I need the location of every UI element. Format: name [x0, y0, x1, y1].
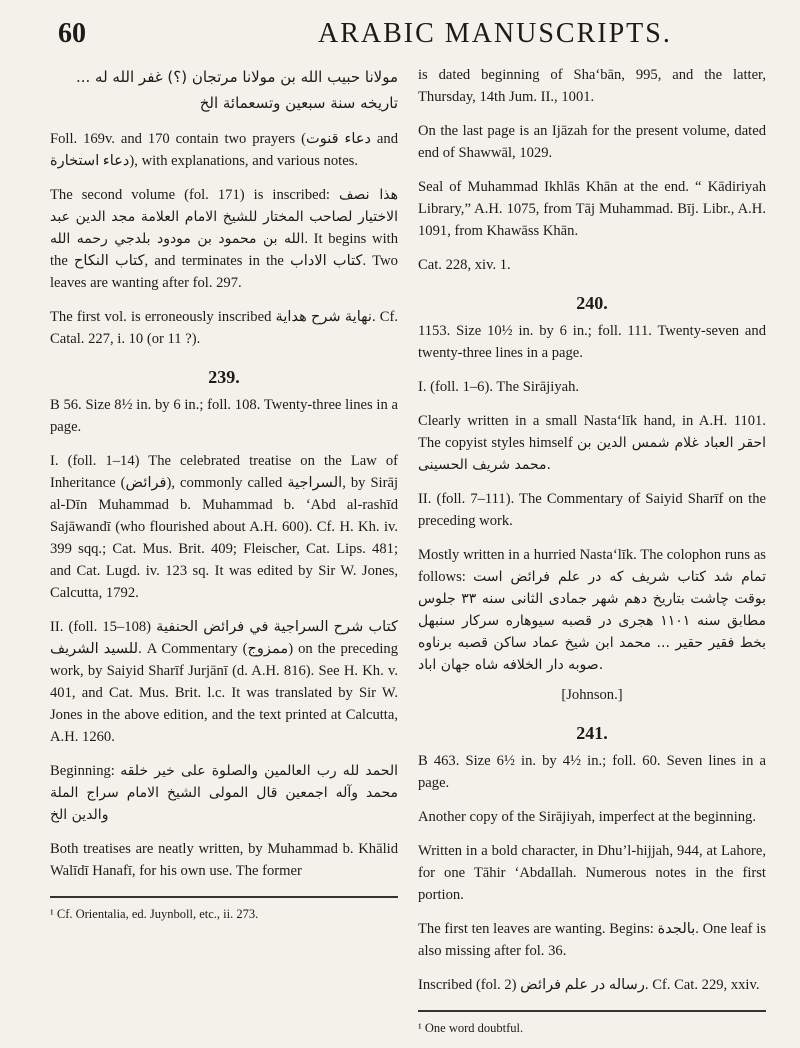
paragraph-b463: B 463. Size 6½ in. by 4½ in.; foll. 60. Seven lines in a page. — [418, 753, 766, 791]
paragraph-first-volume: The first vol. is erroneously inscribed نهاية شرح هداية. Cf. Catal. 227, i. 10 (or 11 ?). — [50, 309, 398, 347]
paragraph-1153: 1153. Size 10½ in. by 6 in.; foll. 111. Twenty-seven and twenty-three lines in a page. — [418, 323, 766, 361]
footnote-divider — [50, 896, 398, 898]
colophon-lead: Mostly written in a hurried Nasta‘līk. The colophon runs as follows: — [418, 547, 766, 585]
paragraph-copyist — [418, 410, 766, 476]
copyist-lead: Clearly written in a small Nasta‘līk hand, in A.H. 1101. The copyist styles himself — [418, 413, 766, 451]
entry-number-240: 240. — [576, 293, 608, 313]
paragraph-commentary: II. (foll. 15–108) كتاب شرح السراجية في فرائض الحنفية للسيد الشريف. A Commentary (ممزوج) on the preceding work, by Saiyid Sharīf Jurjānī (d. A.H. 816). See H. Kh. v. 401, and Cat. Mus. Brit. l.c. It was translated by Sir W. Jones in the above edition, and the text printed at Calcutta, A.H. 1260. — [50, 619, 398, 745]
arabic-inscription: هذا نصف الاختيار لصاحب المختار للشيخ الامام العلامة مجد الدين عبد الله بن محمود بن مودود بلدجي رحمه الله — [50, 187, 398, 247]
paragraph-second-volume — [50, 184, 398, 294]
entry-number-239: 239. — [208, 367, 240, 387]
paragraph-seal: Seal of Muhammad Ikhlās Khān at the end. “ Kādiriyah Library,” A.H. 1075, from Tāj Muhammad. Bīj. Libr., A.H. 1091, from Khawāss Khān. — [418, 179, 766, 239]
page-number: 60 — [58, 18, 86, 49]
paragraph-commentary-sharif: II. (foll. 7–111). The Commentary of Saiyid Sharīf on the preceding work. — [418, 491, 766, 529]
paragraph-sirajiyah: I. (foll. 1–6). The Sirājiyah. — [418, 379, 580, 395]
paragraph-both-treatises: Both treatises are neatly written, by Muhammad b. Khālid Walīdī Hanafī, for his own use. The former — [50, 841, 398, 879]
footnote-divider-right — [418, 1010, 766, 1012]
footnote-left: ¹ Cf. Orientalia, ed. Juynboll, etc., ii. 273. — [50, 907, 259, 921]
paragraph-inscribed: Inscribed (fol. 2) رساله در علم فرائض. Cf. Cat. 229, xxiv. — [418, 977, 760, 993]
paragraph-written-bold: Written in a bold character, in Dhu’l-hijjah, 944, at Lahore, for one Tāhir ‘Abdallah. Numerous notes in the first portion. — [418, 843, 766, 903]
paragraph-dated: is dated beginning of Sha‘bān, 995, and the latter, Thursday, 14th Jum. II., 1001. — [418, 67, 766, 105]
entry-number-241: 241. — [576, 723, 608, 743]
paragraph-ijazah: On the last page is an Ijāzah for the present volume, dated end of Shawwāl, 1029. — [418, 123, 766, 161]
page-header — [0, 18, 800, 58]
arabic-colophon-2: تمام شد کتاب شریف که در علم فرائض است بوقت چاشت بتاریخ دهم شهر جمادی الثانی سنه ۳۳ جلوس مطابق سنه ۱۱۰۱ هجری در قصبه سیوهاره سرکار سنبهل بخط فقیر حقیر ... محمد ابن شیخ عماد ساکن قصبه برناوه صوبه دار الخلافه شاه جهان اباد. — [418, 569, 766, 673]
paragraph-another-copy: Another copy of the Sirājiyah, imperfect at the beginning. — [418, 809, 756, 825]
footnote-right: ¹ One word doubtful. — [418, 1021, 524, 1035]
arabic-copyist: احقر العباد غلام شمس الدين بن محمد شریف الحسینی. — [418, 435, 766, 473]
paragraph-colophon — [418, 544, 766, 676]
paragraph-cat-228: Cat. 228, xiv. 1. — [418, 257, 511, 273]
beginning-label: Beginning: — [50, 763, 115, 779]
arabic-beginning: الحمد لله رب العالمين والصلوة على خير خلقه محمد وآله اجمعين قال المولى الشيخ الامام سراج الملة والدين الخ — [50, 763, 398, 823]
paragraph-inheritance: I. (foll. 1–14) The celebrated treatise on the Law of Inheritance (فرائض), commonly called السراجية, by Sirāj al-Dīn Muhammad b. Muhammad b. ‘Abd al-rashīd Sajāwandī (who flourished about A.H. 600). Cf. H. Kh. iv. 399 sqq.; Cat. Mus. Brit. 409; Fleischer, Cat. Lips. 481; and Cat. Lugd. iv. 123 sq. It was edited by Sir W. Jones, Calcutta, 1792. — [50, 453, 399, 601]
second-volume-lead: The second volume (fol. 171) is inscribed: — [50, 187, 330, 203]
paragraph-prayers: Foll. 169v. and 170 contain two prayers (دعاء قنوت and دعاء استخارة), with explanations, and various notes. — [50, 131, 398, 169]
paragraph-leaves-wanting: The first ten leaves are wanting. Begins: بالجدة. One leaf is also missing after fol. 36. — [418, 921, 766, 959]
paragraph-b56: B 56. Size 8½ in. by 6 in.; foll. 108. Twenty-three lines in a page. — [50, 397, 398, 435]
arabic-colophon-1: مولانا حبیب الله بن مولانا مرتجان (؟) غفر الله له ... تاریخه سنة سبعین وتسعمائة الخ — [75, 68, 398, 112]
paragraph-beginning — [50, 760, 398, 826]
second-volume-tail: . It begins with the كتاب النكاح, and terminates in the كتاب الاداب. Two leaves are wanting after fol. 297. — [50, 231, 398, 291]
right-column — [418, 64, 766, 1048]
left-column — [50, 64, 398, 934]
johnson-attribution: [Johnson.] — [561, 687, 623, 703]
running-title: ARABIC MANUSCRIPTS. — [318, 18, 672, 49]
